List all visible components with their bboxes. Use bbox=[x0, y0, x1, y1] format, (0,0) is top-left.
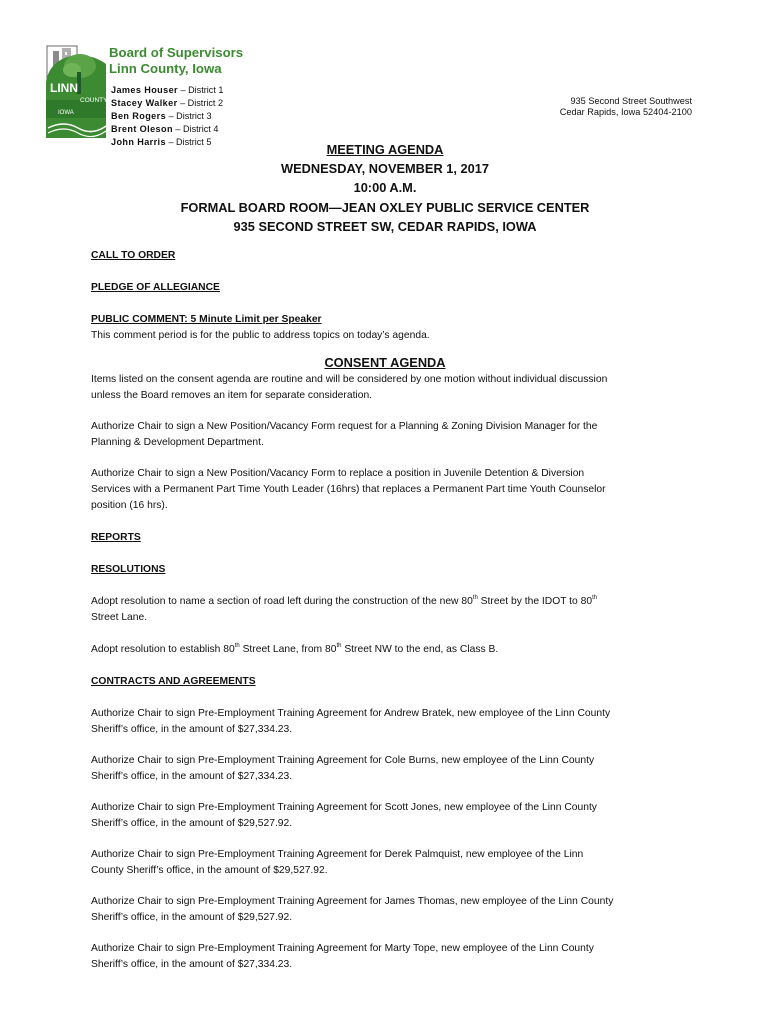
consent-item2-line1: Authorize Chair to sign a New Position/Vacancy Form to replace a position in Juvenile Detention & Diversion bbox=[91, 468, 585, 479]
linn-county-logo bbox=[44, 44, 108, 140]
supervisor-item: James Houser – District 1 bbox=[111, 85, 224, 95]
address-line2: Cedar Rapids, Iowa 52404-2100 bbox=[559, 107, 692, 118]
contract-item: Authorize Chair to sign Pre-Employment Training Agreement for Marty Tope, new employee of the Linn County Sheriff’s office, in the amount of $27,334.23. bbox=[91, 943, 594, 970]
meeting-room: FORMAL BOARD ROOM—JEAN OXLEY PUBLIC SERVICE CENTER bbox=[180, 199, 590, 215]
supervisor-item: Brent Oleson – District 4 bbox=[111, 124, 219, 134]
meeting-date: WEDNESDAY, NOVEMBER 1, 2017 bbox=[281, 161, 489, 177]
call-to-order-heading: CALL TO ORDER bbox=[91, 250, 176, 261]
resolutions-heading: RESOLUTIONS bbox=[91, 564, 166, 575]
resolution1-line2: Street Lane. bbox=[91, 612, 148, 623]
consent-intro-line1: Items listed on the consent agenda are routine and will be considered by one motion without individual discussion bbox=[91, 374, 608, 385]
meeting-street: 935 SECOND STREET SW, CEDAR RAPIDS, IOWA bbox=[233, 218, 537, 234]
contracts-heading: CONTRACTS AND AGREEMENTS bbox=[91, 676, 256, 687]
consent-intro-line2: unless the Board removes an item for separate consideration. bbox=[91, 390, 373, 401]
consent-item2-line2: Services with a Permanent Part Time Youth Leader (16hrs) that replaces a Permanent Part time Youth Counselor bbox=[91, 484, 606, 495]
logo-text-county: COUNTY bbox=[80, 97, 108, 104]
pledge-heading: PLEDGE OF ALLEGIANCE bbox=[91, 282, 220, 293]
meeting-title-block bbox=[0, 140, 770, 236]
office-address bbox=[560, 96, 692, 119]
contract-item: Authorize Chair to sign Pre-Employment Training Agreement for James Thomas, new employee of the Linn County Sheriff’s office, in the amount of $29,527.92. bbox=[91, 896, 614, 923]
contract-item: Authorize Chair to sign Pre-Employment Training Agreement for Scott Jones, new employee of the Linn County Sheriff’s office, in the amount of $29,527.92. bbox=[91, 802, 597, 829]
meeting-time: 10:00 A.M. bbox=[353, 180, 417, 196]
consent-item1-line2: Planning & Development Department. bbox=[91, 437, 264, 448]
contract-item: Authorize Chair to sign Pre-Employment Training Agreement for Derek Palmquist, new employee of the Linn County Sheriff’s office, in the amount of $29,527.92. bbox=[91, 849, 584, 876]
address-line1: 935 Second Street Southwest bbox=[570, 96, 692, 106]
consent-agenda-heading: CONSENT AGENDA bbox=[324, 355, 446, 370]
consent-item1-line1: Authorize Chair to sign a New Position/Vacancy Form request for a Planning & Zoning Division Manager for the bbox=[91, 421, 598, 432]
supervisor-item: Ben Rogers – District 3 bbox=[111, 111, 212, 121]
public-comment-heading: PUBLIC COMMENT: 5 Minute Limit per Speaker bbox=[91, 314, 322, 325]
public-comment-text: This comment period is for the public to address topics on today’s agenda. bbox=[91, 330, 430, 341]
org-title-line2: Linn County, Iowa bbox=[109, 60, 222, 76]
meeting-agenda-title: MEETING AGENDA bbox=[326, 142, 444, 157]
consent-item2-line3: position (16 hrs). bbox=[91, 500, 168, 511]
contract-item: Authorize Chair to sign Pre-Employment Training Agreement for Cole Burns, new employee of the Linn County Sheriff’s office, in the amount of $27,334.23. bbox=[91, 755, 595, 782]
contract-item: Authorize Chair to sign Pre-Employment Training Agreement for Andrew Bratek, new employee of the Linn County Sheriff’s office, in the amount of $27,334.23. bbox=[91, 708, 611, 735]
resolution1-line1: Adopt resolution to name a section of road left during the construction of the new 80th Street by the IDOT to 80th bbox=[91, 595, 598, 607]
org-title-line1: Board of Supervisors bbox=[109, 45, 244, 60]
logo-text-iowa: IOWA bbox=[58, 110, 74, 116]
resolution2: Adopt resolution to establish 80th Street Lane, from 80th Street NW to the end, as Class B. bbox=[91, 643, 499, 655]
supervisor-item: John Harris – District 5 bbox=[111, 137, 212, 147]
org-title bbox=[109, 45, 243, 76]
reports-heading: REPORTS bbox=[91, 532, 141, 543]
supervisor-item: Stacey Walker – District 2 bbox=[111, 98, 224, 108]
agenda-body bbox=[91, 248, 691, 973]
logo-text-linn: LINN bbox=[50, 81, 78, 95]
